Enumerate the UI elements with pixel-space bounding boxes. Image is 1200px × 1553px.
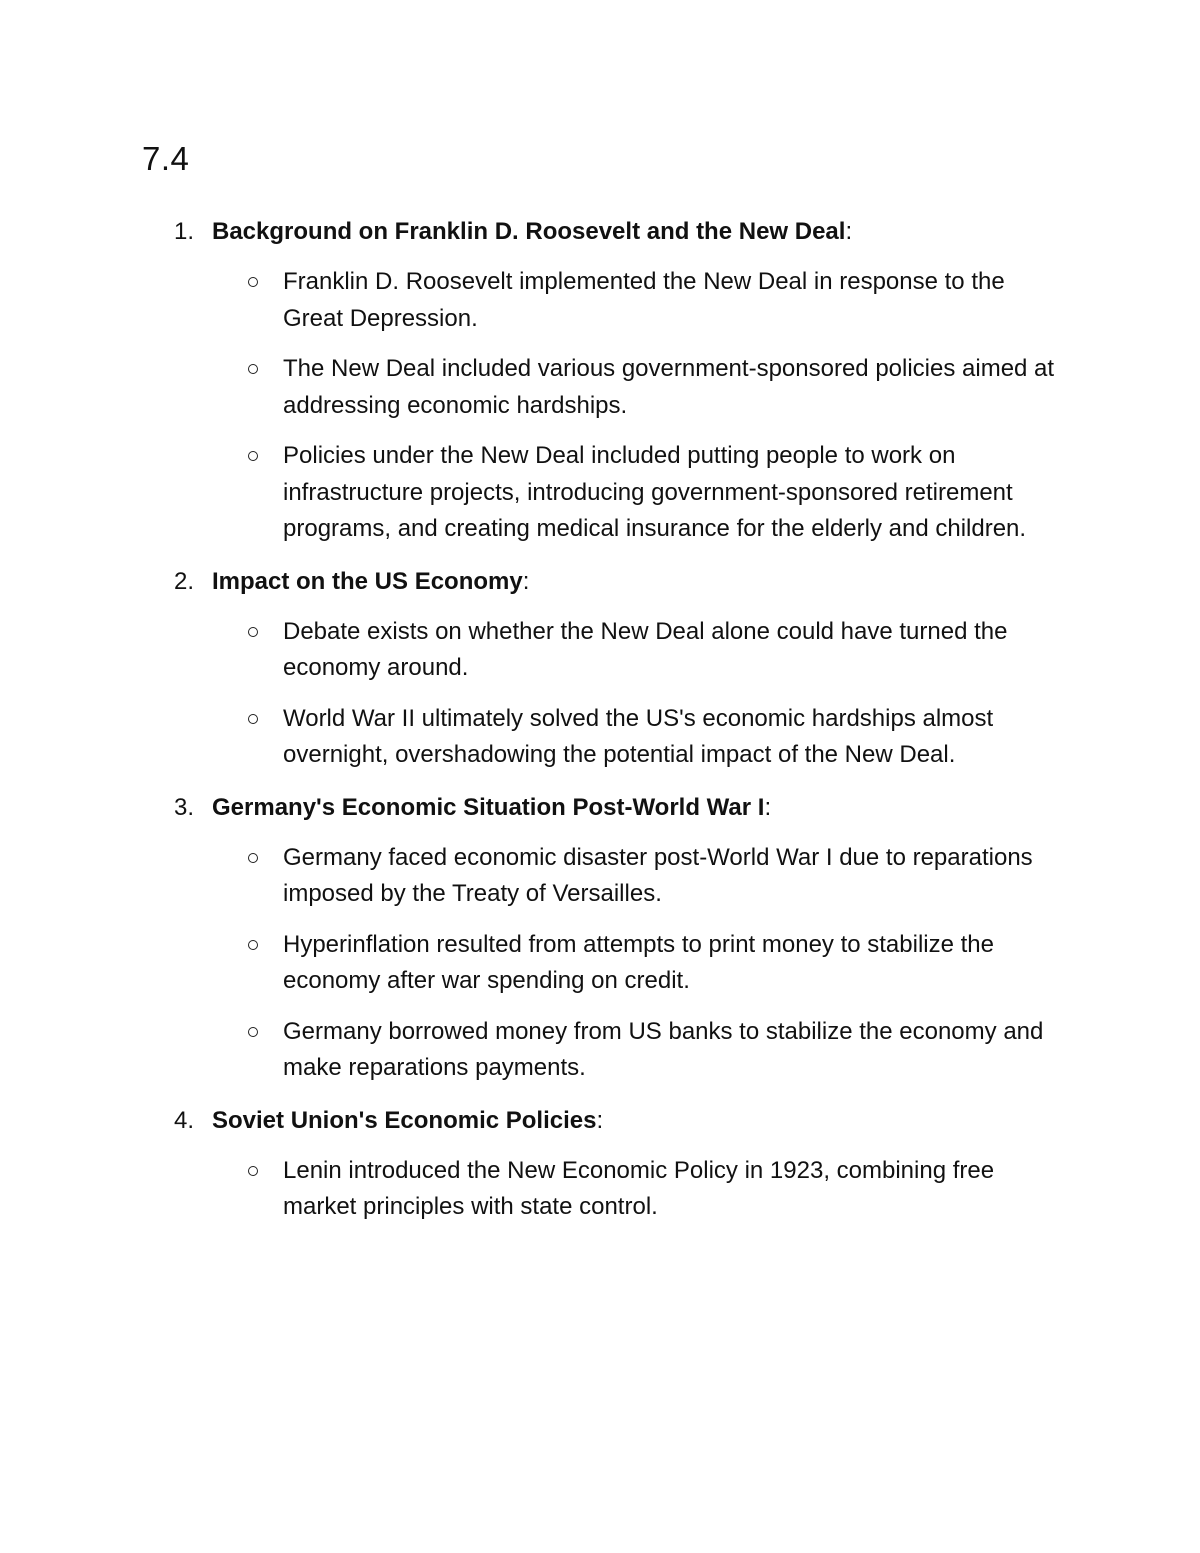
section-title-text: Background on Franklin D. Roosevelt and the New Deal [212,218,846,245]
bullet-list [0,1153,1200,1226]
section-title-text: Impact on the US Economy [212,567,523,595]
bullet-item [0,351,1200,424]
bullet-text: Hyperinflation resulted from attempts to print money to stabilize the economy after war spending on credit. [283,930,994,994]
bullet-text: Germany borrowed money from US banks to stabilize the economy and make reparations payments. [283,1017,1044,1081]
bullet-text: Franklin D. Roosevelt implemented the New Deal in response to the Great Depression. [283,268,1005,332]
bullet-item [0,701,1200,774]
bullet-item [0,840,1200,913]
section-number: 4. [174,1106,195,1134]
bullet-text: The New Deal included various government-sponsored policies aimed at addressing economic hardships. [283,355,1055,419]
bullet-text: Policies under the New Deal included putting people to work on infrastructure projects, introducing government-sponsored retirement programs, and creating medical insurance for the elderly and children. [283,442,1027,542]
section-title-text: Soviet Union's Economic Policies [212,1106,597,1134]
section-title [212,212,852,252]
hollow-circle-bullet-icon [248,940,258,950]
hollow-circle-bullet-icon [248,1027,258,1037]
hollow-circle-bullet-icon [248,714,258,724]
section-heading [0,1101,1200,1141]
bullet-item [0,264,1200,337]
section-number: 1. [174,218,195,245]
bullet-item [0,1153,1200,1226]
section-item [0,212,1200,548]
bullet-text: Lenin introduced the New Economic Policy in 1923, combining free market principles with state control. [283,1156,995,1220]
section-item [0,788,1200,1087]
bullet-item [0,927,1200,1000]
section-title-suffix: : [764,793,772,821]
section-title-text: Germany's Economic Situation Post-World War I [212,793,765,821]
section-number: 2. [174,567,195,595]
bullet-text: Germany faced economic disaster post-World War I due to reparations imposed by the Treaty of Versailles. [283,843,1033,907]
hollow-circle-bullet-icon [248,627,258,637]
hollow-circle-bullet-icon [248,364,258,374]
section-heading [0,212,1200,252]
section-title [212,1101,603,1141]
bullet-text: World War II ultimately solved the US's economic hardships almost overnight, overshadowing the potential impact of the New Deal. [283,704,994,768]
section-heading [0,562,1200,602]
bullet-list [0,614,1200,774]
bullet-list [0,264,1200,548]
section-item [0,1101,1200,1226]
section-number: 3. [174,793,195,821]
section-title-suffix: : [596,1106,604,1134]
section-title [212,788,771,828]
section-title-suffix: : [845,218,853,245]
hollow-circle-bullet-icon [248,853,258,863]
section-item [0,562,1200,774]
section-list [0,212,1200,1240]
hollow-circle-bullet-icon [248,1166,258,1176]
bullet-item [0,1014,1200,1087]
section-title [212,562,529,602]
bullet-item [0,438,1200,548]
bullet-text: Debate exists on whether the New Deal alone could have turned the economy around. [283,617,1008,681]
section-heading [0,788,1200,828]
bullet-list [0,840,1200,1087]
hollow-circle-bullet-icon [248,451,258,461]
bullet-item [0,614,1200,687]
section-title-suffix: : [522,567,530,595]
document-title: 7.4 [142,140,190,177]
hollow-circle-bullet-icon [248,277,258,287]
